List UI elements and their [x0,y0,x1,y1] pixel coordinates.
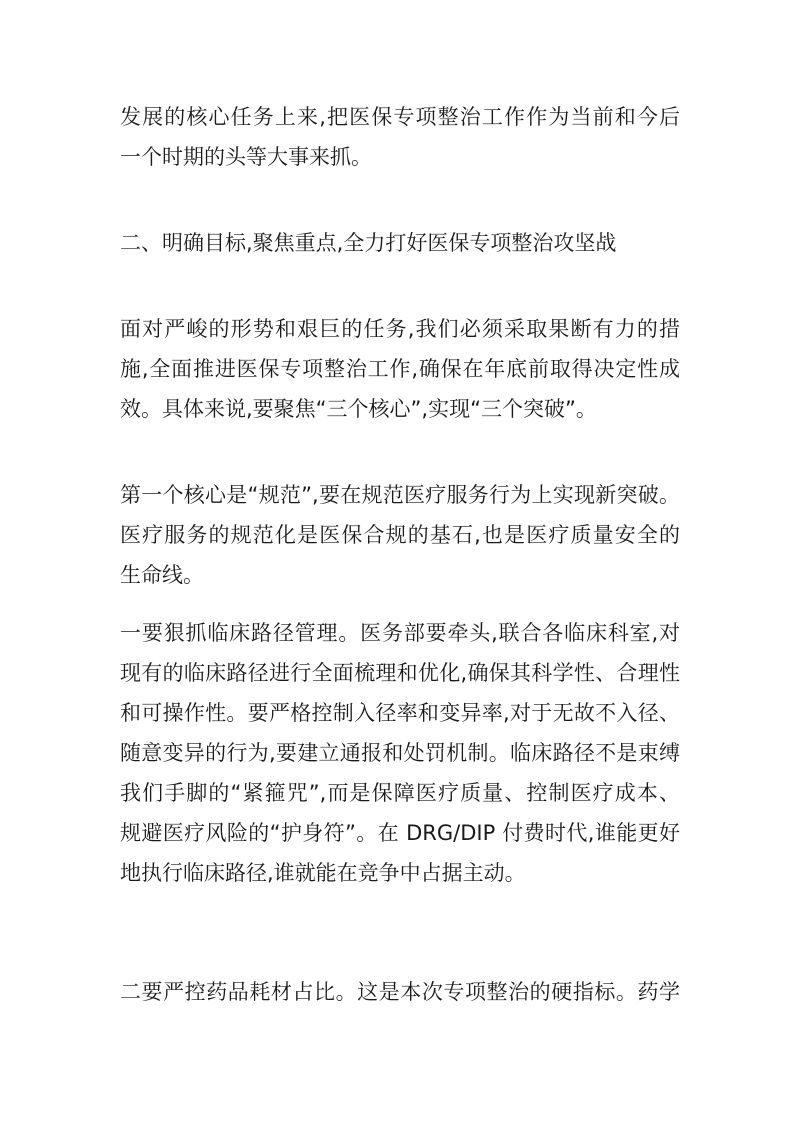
heading-line: 二、明确目标,聚焦重点,全力打好医保专项整治攻坚战 [120,231,617,255]
text-line: 随意变异的行为,要建立通报和处罚机制。临床路径不是束缚 [120,741,680,765]
text-line: 面对严峻的形势和艰巨的任务,我们必须采取果断有力的措 [120,317,680,341]
text-line: 一要狠抓临床路径管理。医务部要牵头,联合各临床科室,对 [120,621,680,645]
text-line: 一个时期的头等大事来抓。 [120,145,372,169]
paragraph-continuation [120,97,680,177]
section-heading [120,223,680,263]
text-line: 我们手脚的“紧箍咒”,而是保障医疗质量、控制医疗成本、 [120,781,680,805]
text-line: 和可操作性。要严格控制入径率和变异率,对于无故不入径、 [120,701,680,725]
text-line: 现有的临床路径进行全面梳理和优化,确保其科学性、合理性 [120,661,680,685]
text-line: 第一个核心是“规范”,要在规范医疗服务行为上实现新突破。 [120,483,680,507]
text-line: 二要严控药品耗材占比。这是本次专项整治的硬指标。药学 [120,980,680,1004]
text-line: 医疗服务的规范化是医保合规的基石,也是医疗质量安全的 [120,523,680,547]
paragraph-intro [120,309,680,429]
text-line: 规避医疗风险的“护身符”。在 DRG/DIP 付费时代,谁能更好 [120,821,680,845]
text-line: 发展的核心任务上来,把医保专项整治工作作为当前和今后 [120,105,680,129]
text-line: 效。具体来说,要聚焦“三个核心”,实现“三个突破”。 [120,397,597,421]
text-line: 施,全面推进医保专项整治工作,确保在年底前取得决定性成 [120,357,680,381]
paragraph-clinical-pathway [120,613,680,893]
paragraph-core-1 [120,475,680,595]
text-line: 生命线。 [120,563,204,587]
paragraph-drug-ratio [120,972,680,1012]
text-line: 地执行临床路径,谁就能在竞争中占据主动。 [120,861,526,885]
